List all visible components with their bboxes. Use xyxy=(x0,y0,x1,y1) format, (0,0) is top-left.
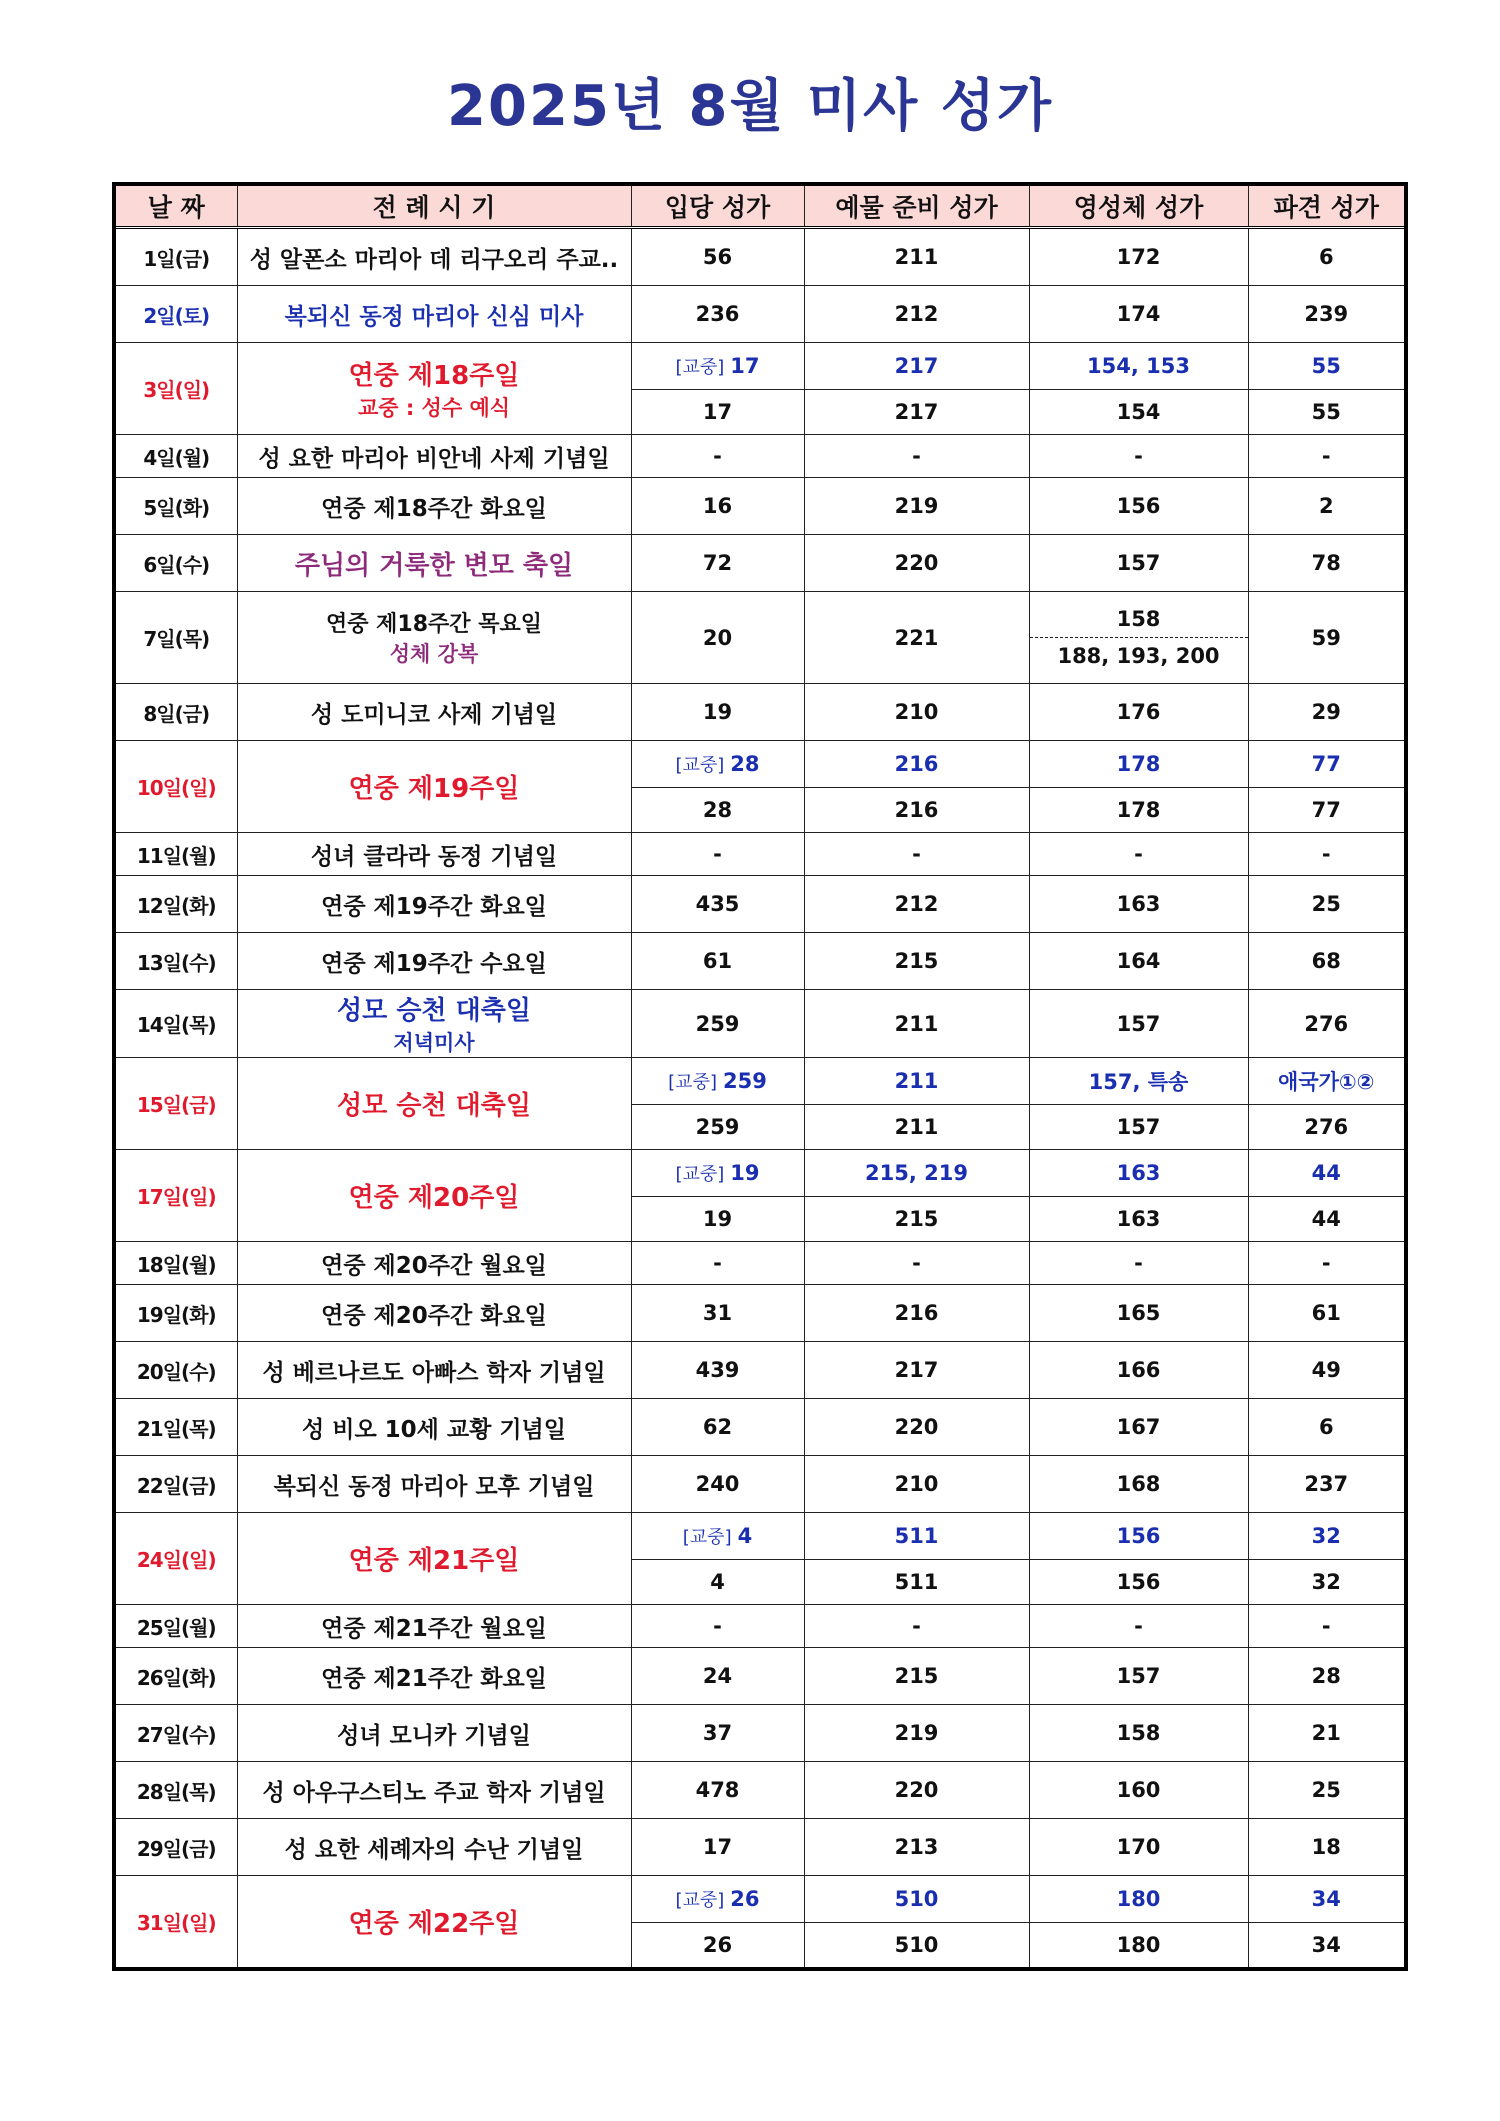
date-cell: 8일(금) xyxy=(114,684,237,741)
liturgy-cell: 성 요한 세례자의 수난 기념일 xyxy=(237,1819,631,1876)
offertory-cell: - xyxy=(804,435,1029,478)
offertory-cell: 211 xyxy=(804,228,1029,286)
entrance-cell: 240 xyxy=(631,1456,804,1513)
offertory-cell: 220 xyxy=(804,1762,1029,1819)
entrance-cell xyxy=(631,343,804,390)
date-cell: 17일(일) xyxy=(114,1150,237,1242)
table-row xyxy=(114,1456,1406,1513)
communion-cell xyxy=(1029,592,1248,684)
entrance-cell: 16 xyxy=(631,478,804,535)
table-row xyxy=(114,990,1406,1058)
liturgy-cell: 연중 제18주간 화요일 xyxy=(237,478,631,535)
table-row xyxy=(114,1285,1406,1342)
date-cell: 24일(일) xyxy=(114,1513,237,1605)
offertory-cell: 510 xyxy=(804,1876,1029,1923)
recessional-cell: - xyxy=(1248,435,1406,478)
offertory-cell: 215, 219 xyxy=(804,1150,1029,1197)
table-row xyxy=(114,933,1406,990)
offertory-cell: 216 xyxy=(804,1285,1029,1342)
value: 28 xyxy=(730,752,760,776)
communion-cell: 178 xyxy=(1029,788,1248,833)
offertory-cell: 220 xyxy=(804,535,1029,592)
communion-cell: 157 xyxy=(1029,535,1248,592)
liturgy-cell: 연중 제19주간 수요일 xyxy=(237,933,631,990)
liturgy-cell: 연중 제21주간 화요일 xyxy=(237,1648,631,1705)
entrance-cell: 435 xyxy=(631,876,804,933)
offertory-cell: 215 xyxy=(804,933,1029,990)
table-row xyxy=(114,1819,1406,1876)
entrance-cell: 236 xyxy=(631,286,804,343)
recessional-cell: 49 xyxy=(1248,1342,1406,1399)
recessional-cell: 77 xyxy=(1248,741,1406,788)
recessional-cell: 25 xyxy=(1248,1762,1406,1819)
date-cell: 7일(목) xyxy=(114,592,237,684)
entrance-cell: 37 xyxy=(631,1705,804,1762)
recessional-cell: 239 xyxy=(1248,286,1406,343)
communion-value-top: 158 xyxy=(1030,601,1248,638)
offertory-cell: 221 xyxy=(804,592,1029,684)
offertory-cell: - xyxy=(804,833,1029,876)
entrance-cell: 24 xyxy=(631,1648,804,1705)
recessional-cell: - xyxy=(1248,833,1406,876)
communion-cell: 168 xyxy=(1029,1456,1248,1513)
date-cell: 25일(월) xyxy=(114,1605,237,1648)
header-liturgy: 전 례 시 기 xyxy=(237,184,631,228)
communion-cell: 174 xyxy=(1029,286,1248,343)
offertory-cell: 215 xyxy=(804,1197,1029,1242)
table-row xyxy=(114,286,1406,343)
liturgy-cell: 연중 제20주간 월요일 xyxy=(237,1242,631,1285)
liturgy-cell: 성녀 클라라 동정 기념일 xyxy=(237,833,631,876)
date-cell: 4일(월) xyxy=(114,435,237,478)
liturgy-cell: 성 요한 마리아 비안네 사제 기념일 xyxy=(237,435,631,478)
entrance-cell: 17 xyxy=(631,390,804,435)
offertory-cell: 216 xyxy=(804,741,1029,788)
entrance-cell: 62 xyxy=(631,1399,804,1456)
communion-cell: 180 xyxy=(1029,1923,1248,1970)
table-row xyxy=(114,1705,1406,1762)
liturgy-cell: 성 도미니코 사제 기념일 xyxy=(237,684,631,741)
communion-cell: 154 xyxy=(1029,390,1248,435)
recessional-cell: 21 xyxy=(1248,1705,1406,1762)
entrance-cell: - xyxy=(631,1605,804,1648)
recessional-cell: 28 xyxy=(1248,1648,1406,1705)
table-row xyxy=(114,833,1406,876)
communion-value-bottom: 188, 193, 200 xyxy=(1057,644,1220,668)
entrance-cell: 56 xyxy=(631,228,804,286)
liturgy-title: 성모 승천 대축일 xyxy=(337,996,531,1026)
recessional-cell: 2 xyxy=(1248,478,1406,535)
communion-cell: 163 xyxy=(1029,1150,1248,1197)
offertory-cell: 511 xyxy=(804,1560,1029,1605)
header-date: 날 짜 xyxy=(114,184,237,228)
communion-cell: 172 xyxy=(1029,228,1248,286)
communion-cell: - xyxy=(1029,435,1248,478)
liturgy-cell: 연중 제19주간 화요일 xyxy=(237,876,631,933)
offertory-cell: - xyxy=(804,1605,1029,1648)
entrance-cell: 478 xyxy=(631,1762,804,1819)
entrance-cell: 72 xyxy=(631,535,804,592)
liturgy-cell: 성 알폰소 마리아 데 리구오리 주교.. xyxy=(237,228,631,286)
communion-cell: 165 xyxy=(1029,1285,1248,1342)
communion-cell: 176 xyxy=(1029,684,1248,741)
recessional-cell: 44 xyxy=(1248,1197,1406,1242)
header-recessional: 파견 성가 xyxy=(1248,184,1406,228)
table-row xyxy=(114,1876,1406,1923)
liturgy-cell: 주님의 거룩한 변모 축일 xyxy=(237,535,631,592)
liturgy-cell: 연중 제19주일 xyxy=(237,741,631,833)
entrance-cell: 31 xyxy=(631,1285,804,1342)
date-cell: 18일(월) xyxy=(114,1242,237,1285)
entrance-cell: 19 xyxy=(631,684,804,741)
communion-cell: 163 xyxy=(1029,876,1248,933)
value: 259 xyxy=(722,1069,767,1093)
date-cell: 10일(일) xyxy=(114,741,237,833)
offertory-cell: 212 xyxy=(804,286,1029,343)
liturgy-title: 연중 제18주일 xyxy=(348,361,520,391)
entrance-cell xyxy=(631,1513,804,1560)
liturgy-note: 성체 강복 xyxy=(389,642,479,666)
entrance-cell xyxy=(631,741,804,788)
offertory-cell: 217 xyxy=(804,343,1029,390)
table-row xyxy=(114,876,1406,933)
liturgy-cell: 성 베르나르도 아빠스 학자 기념일 xyxy=(237,1342,631,1399)
table-row xyxy=(114,1399,1406,1456)
main-mass-tag: [교중] xyxy=(675,755,725,776)
entrance-cell: - xyxy=(631,833,804,876)
recessional-cell: - xyxy=(1248,1242,1406,1285)
date-cell: 22일(금) xyxy=(114,1456,237,1513)
liturgy-cell xyxy=(237,343,631,435)
communion-cell: 156 xyxy=(1029,1513,1248,1560)
date-cell: 13일(수) xyxy=(114,933,237,990)
table-row xyxy=(114,435,1406,478)
date-cell: 3일(일) xyxy=(114,343,237,435)
offertory-cell: - xyxy=(804,1242,1029,1285)
value: 4 xyxy=(737,1524,753,1548)
communion-cell: - xyxy=(1029,1605,1248,1648)
entrance-cell: 439 xyxy=(631,1342,804,1399)
offertory-cell: 210 xyxy=(804,684,1029,741)
value: 26 xyxy=(730,1887,760,1911)
table-row xyxy=(114,1605,1406,1648)
offertory-cell: 217 xyxy=(804,390,1029,435)
recessional-cell: 34 xyxy=(1248,1923,1406,1970)
table-row xyxy=(114,535,1406,592)
entrance-cell: 17 xyxy=(631,1819,804,1876)
communion-cell: 156 xyxy=(1029,1560,1248,1605)
recessional-cell: 55 xyxy=(1248,343,1406,390)
communion-cell: 163 xyxy=(1029,1197,1248,1242)
header-offertory: 예물 준비 성가 xyxy=(804,184,1029,228)
entrance-cell xyxy=(631,1058,804,1105)
liturgy-cell: 연중 제22주일 xyxy=(237,1876,631,1970)
communion-cell: 170 xyxy=(1029,1819,1248,1876)
offertory-cell: 211 xyxy=(804,1105,1029,1150)
value: 19 xyxy=(730,1161,760,1185)
offertory-cell: 511 xyxy=(804,1513,1029,1560)
date-cell: 31일(일) xyxy=(114,1876,237,1970)
entrance-cell: 259 xyxy=(631,1105,804,1150)
recessional-cell: 59 xyxy=(1248,592,1406,684)
entrance-cell: 20 xyxy=(631,592,804,684)
offertory-cell: 211 xyxy=(804,1058,1029,1105)
date-cell: 19일(화) xyxy=(114,1285,237,1342)
recessional-cell: 6 xyxy=(1248,1399,1406,1456)
main-mass-tag: [교중] xyxy=(682,1527,732,1548)
liturgy-cell: 연중 제21주일 xyxy=(237,1513,631,1605)
date-cell: 6일(수) xyxy=(114,535,237,592)
liturgy-cell: 연중 제20주간 화요일 xyxy=(237,1285,631,1342)
value: 17 xyxy=(730,354,760,378)
communion-cell: 157 xyxy=(1029,1105,1248,1150)
table-row xyxy=(114,478,1406,535)
communion-cell: - xyxy=(1029,833,1248,876)
communion-cell: 164 xyxy=(1029,933,1248,990)
offertory-cell: 219 xyxy=(804,1705,1029,1762)
communion-cell: 180 xyxy=(1029,1876,1248,1923)
table-row xyxy=(114,741,1406,788)
entrance-cell: 28 xyxy=(631,788,804,833)
communion-cell: 166 xyxy=(1029,1342,1248,1399)
communion-cell: 157 xyxy=(1029,1648,1248,1705)
recessional-cell: 애국가①② xyxy=(1248,1058,1406,1105)
liturgy-cell: 성녀 모니카 기념일 xyxy=(237,1705,631,1762)
recessional-cell: 77 xyxy=(1248,788,1406,833)
main-mass-tag: [교중] xyxy=(675,1164,725,1185)
recessional-cell: 276 xyxy=(1248,990,1406,1058)
offertory-cell: 219 xyxy=(804,478,1029,535)
offertory-cell: 510 xyxy=(804,1923,1029,1970)
date-cell: 2일(토) xyxy=(114,286,237,343)
recessional-cell: 29 xyxy=(1248,684,1406,741)
liturgy-title: 연중 제18주간 목요일 xyxy=(326,612,542,637)
date-cell: 5일(화) xyxy=(114,478,237,535)
recessional-cell: - xyxy=(1248,1605,1406,1648)
recessional-cell: 55 xyxy=(1248,390,1406,435)
date-cell: 27일(수) xyxy=(114,1705,237,1762)
date-cell: 29일(금) xyxy=(114,1819,237,1876)
recessional-cell: 34 xyxy=(1248,1876,1406,1923)
page-title: 2025년 8월 미사 성가 xyxy=(447,74,1053,139)
table-row xyxy=(114,1242,1406,1285)
entrance-cell: 259 xyxy=(631,990,804,1058)
recessional-cell: 32 xyxy=(1248,1560,1406,1605)
table-row xyxy=(114,592,1406,684)
liturgy-note: 저녁미사 xyxy=(393,1031,475,1055)
liturgy-cell: 연중 제21주간 월요일 xyxy=(237,1605,631,1648)
entrance-cell: 19 xyxy=(631,1197,804,1242)
liturgy-cell: 연중 제20주일 xyxy=(237,1150,631,1242)
header-communion: 영성체 성가 xyxy=(1029,184,1248,228)
date-cell: 28일(목) xyxy=(114,1762,237,1819)
date-cell: 11일(월) xyxy=(114,833,237,876)
liturgy-cell: 성 비오 10세 교황 기념일 xyxy=(237,1399,631,1456)
entrance-cell xyxy=(631,1150,804,1197)
entrance-cell: - xyxy=(631,1242,804,1285)
entrance-cell: 61 xyxy=(631,933,804,990)
offertory-cell: 212 xyxy=(804,876,1029,933)
date-cell: 26일(화) xyxy=(114,1648,237,1705)
liturgy-note: 교중 : 성수 예식 xyxy=(357,396,511,420)
offertory-cell: 216 xyxy=(804,788,1029,833)
liturgy-cell: 성 아우구스티노 주교 학자 기념일 xyxy=(237,1762,631,1819)
recessional-cell: 6 xyxy=(1248,228,1406,286)
table-row xyxy=(114,1150,1406,1197)
main-mass-tag: [교중] xyxy=(668,1072,717,1093)
table-row xyxy=(114,1342,1406,1399)
table-row xyxy=(114,1762,1406,1819)
date-cell: 21일(목) xyxy=(114,1399,237,1456)
header-entrance: 입당 성가 xyxy=(631,184,804,228)
recessional-cell: 18 xyxy=(1248,1819,1406,1876)
offertory-cell: 220 xyxy=(804,1399,1029,1456)
offertory-cell: 215 xyxy=(804,1648,1029,1705)
communion-cell: 158 xyxy=(1029,1705,1248,1762)
table-row xyxy=(114,1513,1406,1560)
offertory-cell: 217 xyxy=(804,1342,1029,1399)
entrance-cell: 26 xyxy=(631,1923,804,1970)
liturgy-cell: 성모 승천 대축일 xyxy=(237,1058,631,1150)
communion-cell: 156 xyxy=(1029,478,1248,535)
hymn-table xyxy=(112,182,1408,1971)
date-cell: 1일(금) xyxy=(114,228,237,286)
offertory-cell: 213 xyxy=(804,1819,1029,1876)
entrance-cell: - xyxy=(631,435,804,478)
table-row xyxy=(114,343,1406,390)
header-row xyxy=(114,184,1406,228)
table-row xyxy=(114,1058,1406,1105)
recessional-cell: 32 xyxy=(1248,1513,1406,1560)
offertory-cell: 211 xyxy=(804,990,1029,1058)
liturgy-cell xyxy=(237,990,631,1058)
entrance-cell: 4 xyxy=(631,1560,804,1605)
table-row xyxy=(114,228,1406,286)
table-row xyxy=(114,1648,1406,1705)
table-row xyxy=(114,684,1406,741)
offertory-cell: 210 xyxy=(804,1456,1029,1513)
communion-cell: 154, 153 xyxy=(1029,343,1248,390)
recessional-cell: 276 xyxy=(1248,1105,1406,1150)
recessional-cell: 78 xyxy=(1248,535,1406,592)
main-mass-tag: [교중] xyxy=(675,1890,725,1911)
liturgy-cell xyxy=(237,592,631,684)
recessional-cell: 61 xyxy=(1248,1285,1406,1342)
recessional-cell: 44 xyxy=(1248,1150,1406,1197)
recessional-cell: 25 xyxy=(1248,876,1406,933)
date-cell: 12일(화) xyxy=(114,876,237,933)
communion-cell: 157 xyxy=(1029,990,1248,1058)
liturgy-cell: 복되신 동정 마리아 신심 미사 xyxy=(237,286,631,343)
entrance-cell xyxy=(631,1876,804,1923)
date-cell: 20일(수) xyxy=(114,1342,237,1399)
date-cell: 15일(금) xyxy=(114,1058,237,1150)
communion-cell: - xyxy=(1029,1242,1248,1285)
communion-cell: 157, 특송 xyxy=(1029,1058,1248,1105)
communion-cell: 160 xyxy=(1029,1762,1248,1819)
recessional-cell: 237 xyxy=(1248,1456,1406,1513)
recessional-cell: 68 xyxy=(1248,933,1406,990)
liturgy-cell: 복되신 동정 마리아 모후 기념일 xyxy=(237,1456,631,1513)
communion-cell: 178 xyxy=(1029,741,1248,788)
main-mass-tag: [교중] xyxy=(675,357,725,378)
communion-cell: 167 xyxy=(1029,1399,1248,1456)
date-cell: 14일(목) xyxy=(114,990,237,1058)
